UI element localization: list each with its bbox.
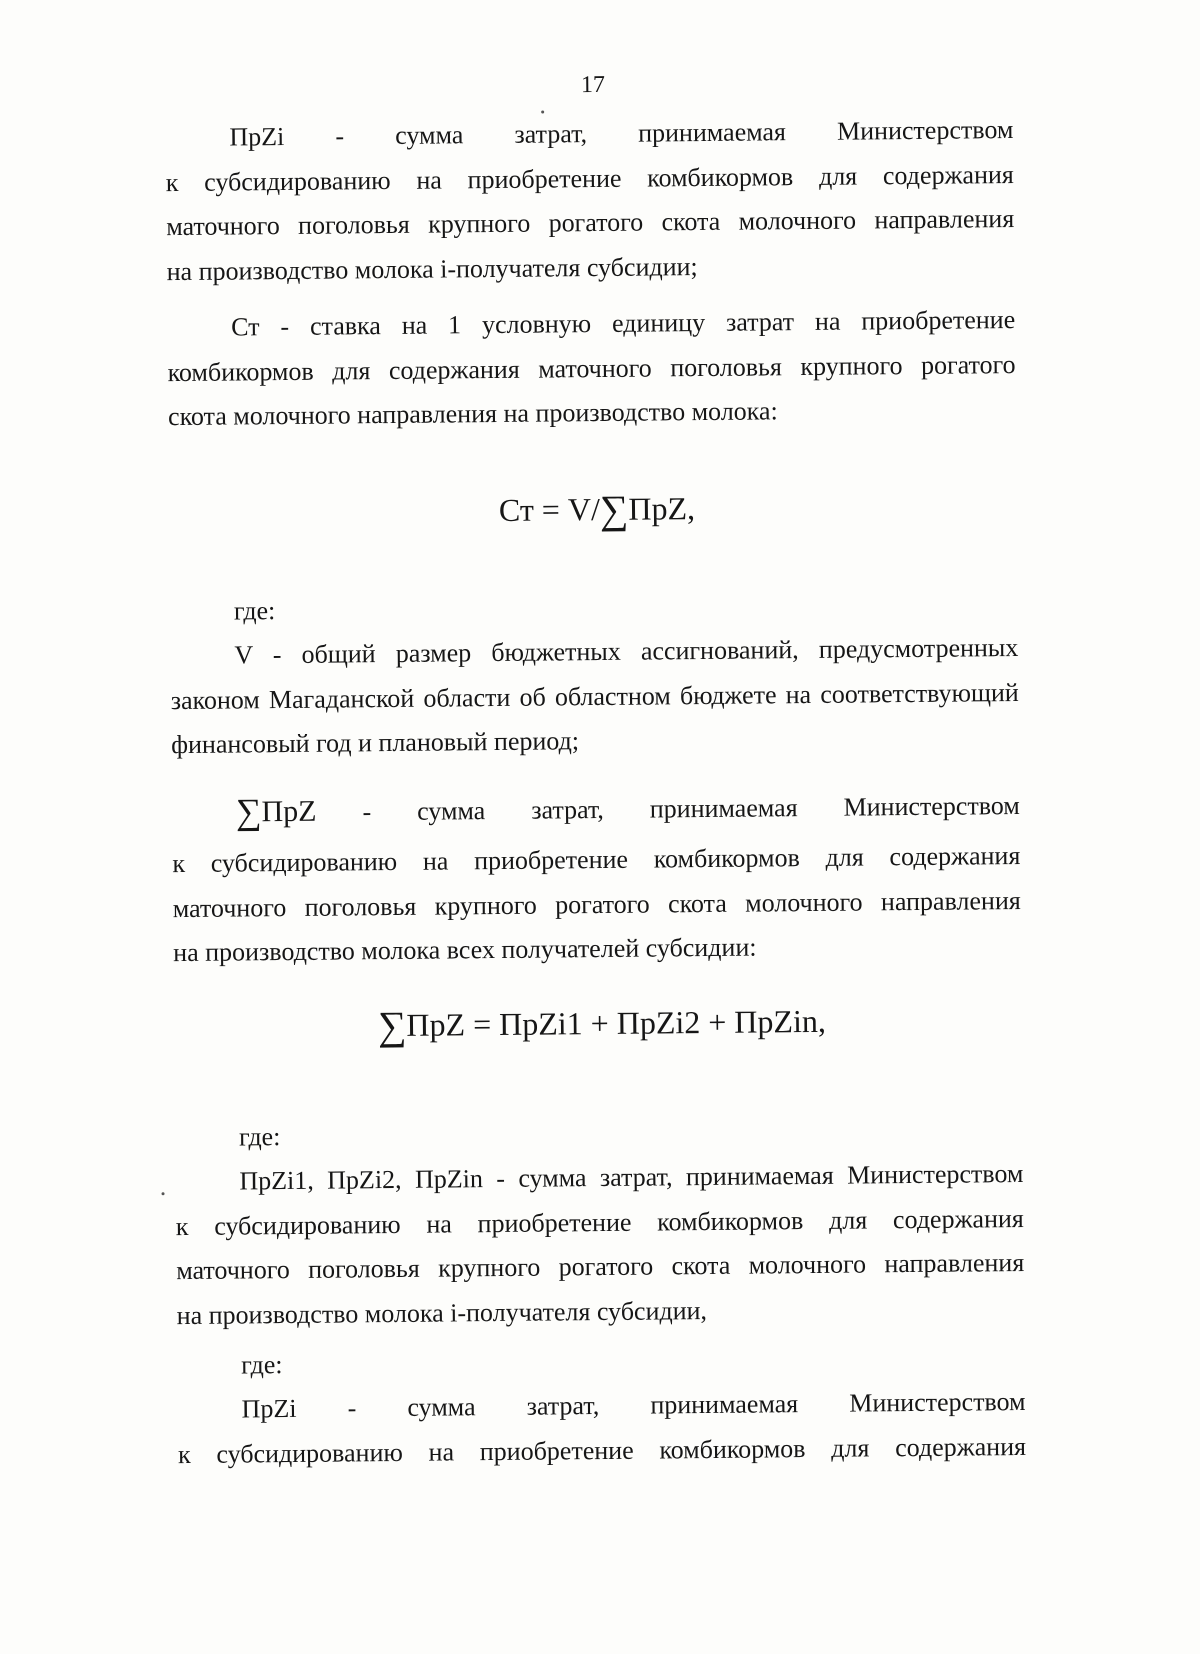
term-word: затрат, <box>514 119 588 149</box>
paragraph-rate-definition <box>167 298 1016 440</box>
text-line: где: <box>233 596 276 626</box>
scan-speck <box>162 1192 165 1195</box>
text-line: маточного поголовья крупного рогатого скота молочного направления <box>166 203 1015 242</box>
term-word <box>236 783 317 842</box>
text-line: скота молочного направления на производство молока: <box>167 396 778 432</box>
term-word: сумма <box>417 796 486 826</box>
text-line: финансовый год и плановый период; <box>171 726 580 760</box>
paragraph-v-definition <box>170 626 1019 768</box>
formula-sum <box>2 994 1200 1053</box>
paragraph-przi-definition <box>165 108 1015 294</box>
term-word: - <box>362 797 372 827</box>
paragraph-przi-repeat <box>177 1380 1026 1477</box>
text-line: где: <box>241 1350 283 1380</box>
text-line: законом Магаданской области об областном бюджете на соответствующий <box>170 677 1019 715</box>
term-word: Министерством <box>843 790 1020 822</box>
text-line: на производство молока i-получателя субсидии; <box>166 251 698 286</box>
text-line: V - общий размер бюджетных ассигнований, предусмотренных <box>234 632 1019 670</box>
term-word: ПрZi <box>241 1393 297 1424</box>
term-word: принимаемая <box>649 793 798 824</box>
text-line: Ст - ставка на 1 условную единицу затрат на приобретение <box>231 304 1016 342</box>
term-word: сумма <box>407 1392 476 1422</box>
text-line: маточного поголовья крупного рогатого скота молочного направления <box>176 1247 1025 1286</box>
sigma-symbol: ∑ <box>599 486 629 532</box>
term-word: ПрZi <box>229 121 285 152</box>
term-word: Министерством <box>849 1386 1026 1418</box>
text-line: маточного поголовья крупного рогатого скота молочного направления <box>172 885 1021 923</box>
text-line: к субсидированию на приобретение комбикормов для содержания <box>172 840 1021 879</box>
term-word: сумма <box>395 120 464 150</box>
text-line: к субсидированию на приобретение комбикормов для содержания <box>177 1431 1027 1469</box>
paragraph-przi-list-definition <box>175 1152 1025 1338</box>
term-word: - <box>347 1393 357 1423</box>
term-word: принимаемая <box>650 1389 799 1420</box>
paragraph-sum-przi-definition <box>172 776 1022 976</box>
formula-rate <box>0 480 1197 539</box>
text-line: к субсидированию на приобретение комбикормов для содержания <box>165 159 1014 197</box>
term-row <box>172 776 1021 842</box>
page-number: 17 <box>580 71 606 99</box>
formula-right: ПрZ = ПрZi1 + ПрZi2 + ПрZin, <box>406 1002 827 1043</box>
term-row <box>177 1380 1025 1433</box>
formula-left: Ст = V/ <box>498 490 601 528</box>
term-word: принимаемая <box>638 117 787 148</box>
term-word: Министерством <box>836 115 1014 146</box>
term-word-text: ПрZ <box>261 794 317 829</box>
formula-right: ПрZ, <box>628 490 696 527</box>
term-word: затрат, <box>531 794 604 825</box>
sigma-symbol: ∑ <box>235 791 262 832</box>
scan-speck <box>541 111 544 114</box>
text-line: на производство молока i-получателя субсидии, <box>176 1295 708 1330</box>
text-line: на производство молока всех получателей субсидии: <box>173 932 757 968</box>
term-word: - <box>335 121 345 151</box>
sigma-symbol: ∑ <box>377 1002 407 1049</box>
term-row <box>165 108 1013 161</box>
text-line: комбикормов для содержания маточного поголовья крупного рогатого <box>167 349 1016 387</box>
text-line: где: <box>238 1122 281 1152</box>
text-line: к субсидированию на приобретение комбикормов для содержания <box>175 1203 1024 1241</box>
term-word: затрат, <box>526 1391 600 1421</box>
text-line: ПрZi1, ПрZi2, ПрZin - сумма затрат, принимаемая Министерством <box>239 1158 1024 1196</box>
